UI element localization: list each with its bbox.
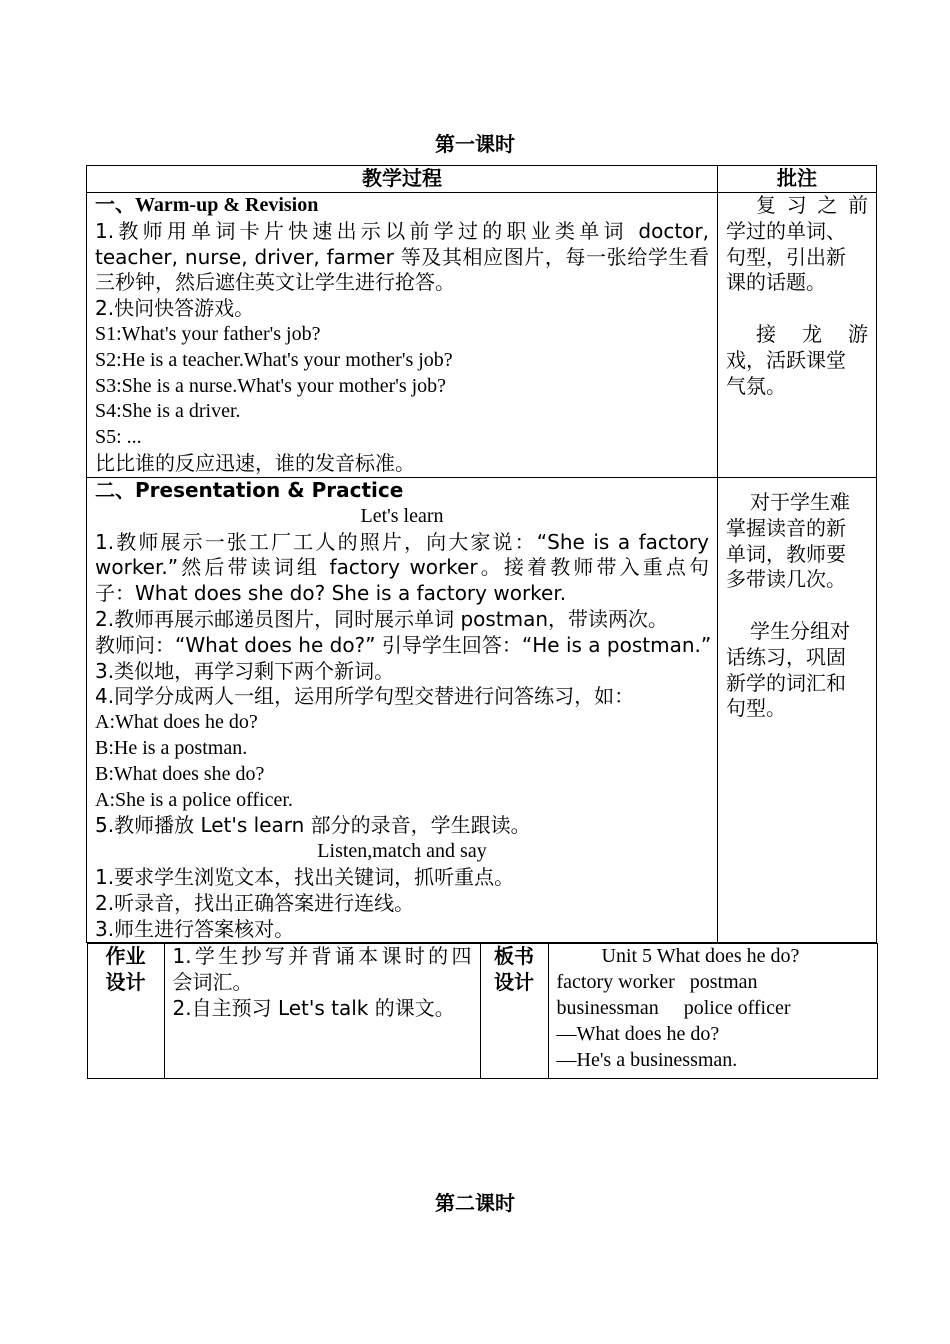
note-line: 复习之前 [756,193,868,217]
bottom-container [87,943,877,1080]
note-line: 课的话题。 [726,270,826,295]
board-line: factory worker postman [556,971,758,994]
section2-heading-text: 二、Presentation & Practice [95,478,404,502]
note-line: 气氛。 [726,373,786,398]
section1-line: teacher, nurse, driver, farmer 等及其相应图片，每一张给学生看 [95,244,709,269]
bottom-row [87,943,877,1080]
section2-subheading: Listen,match and say [317,840,487,863]
note-line: 多带读几次。 [726,567,846,592]
homework-label [87,944,164,1079]
homework-label-line: 设计 [105,970,146,995]
bottom-table [87,943,878,1079]
section1-line: 2.快问快答游戏。 [95,296,255,321]
homework-line: 会词汇。 [172,970,253,995]
section1-line: 比比谁的反应迅速，谁的发音标准。 [95,450,415,475]
note-line: 话练习，巩固 [726,644,846,669]
note-line: 戏，活跃课堂 [726,347,846,372]
header-notes: 批注 [718,166,877,193]
section2-line: 1.要求学生浏览文本，找出关键词，抓听重点。 [95,864,515,889]
homework-line: 1.学生抄写并背诵本课时的四 [172,944,472,969]
section1-line: S4:She is a driver. [95,400,241,423]
board-label [480,944,548,1079]
section1-row [87,193,877,478]
section2-notes [718,478,877,943]
section2-line: 2.听录音，找出正确答案进行连线。 [95,890,415,915]
lesson1-title: 第一课时 [435,132,515,156]
lesson2-title: 第二课时 [435,1191,515,1215]
section2-line: 4.同学分成两人一组，运用所学句型交替进行问答练习，如： [95,684,635,709]
section1-heading: 一、Warm-up & Revision [95,194,319,216]
homework-label-line: 作业 [105,944,146,969]
section2-line: 2.教师再展示邮递员图片，同时展示单词 postman，带读两次。 [95,606,669,631]
section2-row [87,478,877,943]
section2-line: 教师问：“What does he do?” 引导学生回答：“He is a postman.” [95,632,712,657]
section2-heading [95,478,709,504]
section2-line: A:She is a police officer. [95,788,293,811]
board-line: —He's a businessman. [556,1048,738,1071]
note-line: 新学的词汇和 [726,670,846,695]
board-line: businessman police officer [556,996,791,1019]
section2-line: 3.类似地，再学习剩下两个新词。 [95,658,395,683]
section2-line: B:What does she do? [95,762,265,785]
header-process: 教学过程 [87,166,718,193]
section1-line: S3:She is a nurse.What's your mother's job? [95,374,447,397]
section1-line: S5: ... [95,426,142,449]
section1-line: S2:He is a teacher.What's your mother's job? [95,348,453,371]
section2-line: 5.教师播放 Let's learn 部分的录音，学生跟读。 [95,813,531,838]
table-header-row [87,166,877,193]
note-line: 单词，教师要 [726,541,846,566]
note-line: 对于学生难 [750,490,850,514]
section2-line: 3.师生进行答案核对。 [95,916,295,941]
note-line: 句型。 [726,696,786,721]
section1-line: 三秒钟，然后遮住英文让学生进行抢答。 [95,270,455,295]
note-line: 句型，引出新 [726,244,846,269]
section2-content [87,478,718,943]
note-line: 学过的单词、 [726,218,846,243]
lesson-plan-table [86,165,877,1079]
note-line: 学生分组对 [750,618,850,643]
board-line: —What does he do? [556,1022,720,1045]
board-label-line: 板书 [494,944,534,969]
section1-notes [718,193,877,478]
section2-line: 子：What does she do? She is a factory worker. [95,581,567,606]
board-content [548,944,877,1079]
note-line: 接龙游 [756,321,868,346]
board-title: Unit 5 What does he do? [601,945,800,968]
section1-line: S1:What's your father's job? [95,322,321,345]
homework-content [164,944,480,1079]
section2-line: worker.”然后带读词组 factory worker。接着教师带入重点句 [95,555,709,580]
section2-line: A:What does he do? [95,711,258,734]
board-label-line: 设计 [494,970,534,995]
note-line: 掌握读音的新 [726,515,846,540]
section2-line: B:He is a postman. [95,736,248,759]
section2-subheading: Let's learn [360,504,444,527]
section2-line: 1.教师展示一张工厂工人的照片，向大家说：“She is a factory [95,529,709,554]
section1-content [87,193,718,478]
homework-line: 2.自主预习 Let's talk 的课文。 [172,995,455,1020]
section1-line: 1.教师用单词卡片快速出示以前学过的职业类单词 doctor, [95,218,709,243]
